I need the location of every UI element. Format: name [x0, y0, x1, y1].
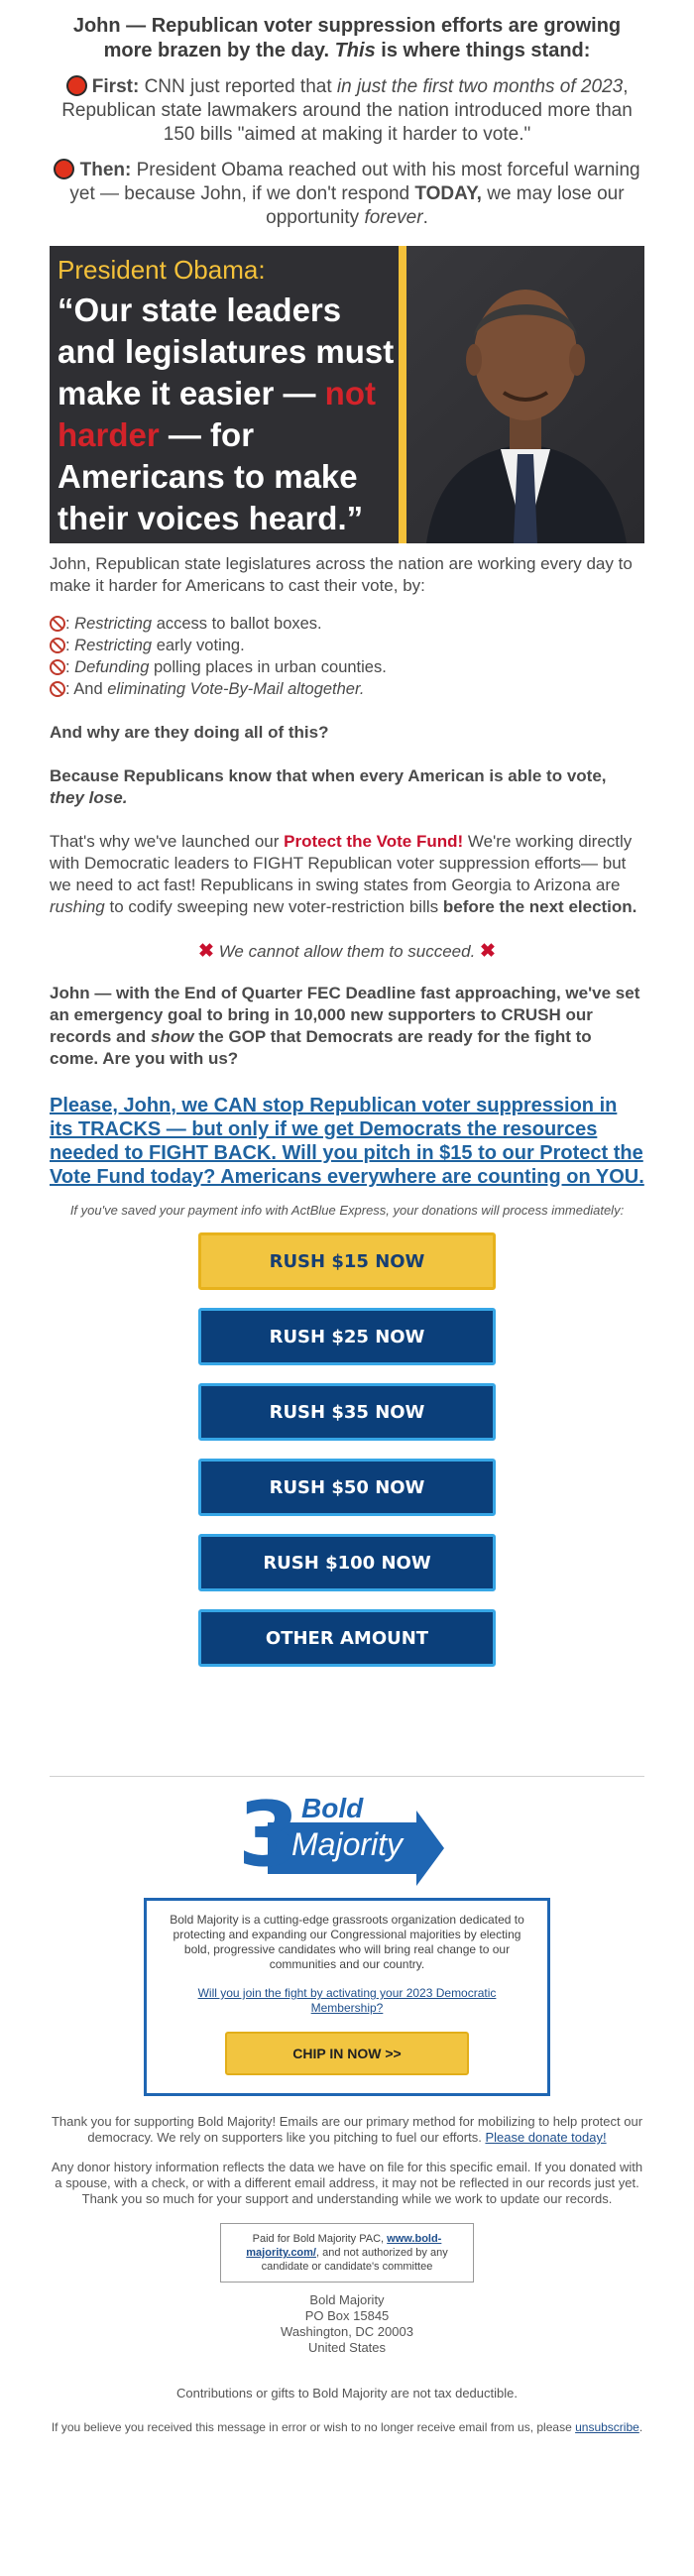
- banner-text: [50, 246, 399, 543]
- email-body: [50, 14, 644, 2435]
- goal-paragraph: John — with the End of Quarter FEC Deadline fast approaching, we've set an emergency goal to bring in 10,000 new supporters to CRUSH our records and show the GOP that Democrats are ready for the fight to come. Are you with us?: [50, 984, 640, 1068]
- red-circle-icon: [54, 159, 74, 179]
- prohibited-icon: [50, 638, 65, 653]
- portrait-illustration: [406, 246, 644, 543]
- unsubscribe-link[interactable]: unsubscribe: [575, 2420, 639, 2434]
- banner-divider: [399, 246, 406, 543]
- cross-mark-icon: ✖: [480, 941, 496, 962]
- other-amount-button[interactable]: OTHER AMOUNT: [198, 1609, 496, 1667]
- intro: [50, 14, 644, 230]
- org-description: Bold Majority is a cutting-edge grassroots organization dedicated to protecting and expanding our Congressional majorities by electing bold, progressive candidates who will bring real change to our communities and our country.: [170, 1913, 524, 1971]
- then-point: Then: President Obama reached out with his most forceful warning yet — because John, if we don't respond TODAY, we may lose our opportunity forever.: [50, 159, 644, 230]
- why-question: And why are they doing all of this?: [50, 723, 329, 742]
- rush-50-button[interactable]: RUSH $50 NOW: [198, 1459, 496, 1516]
- logo-word-bold: Bold: [301, 1793, 364, 1823]
- website-link[interactable]: www.bold-majority.com/: [246, 2233, 442, 2259]
- cross-mark-icon: ✖: [198, 941, 214, 962]
- prohibited-icon: [50, 681, 65, 697]
- unsubscribe-text: If you believe you received this message in error or wish to no longer receive email from us, please unsubscribe.: [51, 2420, 643, 2434]
- mailing-address: Bold Majority PO Box 15845 Washington, DC 20003 United States: [281, 2292, 413, 2355]
- obama-quote-banner: [50, 246, 644, 543]
- fund-paragraph: That's why we've launched our Protect the Vote Fund! We're working directly with Democratic leaders to FIGHT Republican voter suppression efforts— but we need to act fast! Republicans in swing states from Georgia to Arizona are rushing to codify sweeping new voter-restriction bills before the next election.: [50, 832, 637, 916]
- prohibited-icon: [50, 616, 65, 632]
- restriction-list: [50, 613, 644, 700]
- donation-ask: [50, 1094, 644, 1189]
- tax-note: Contributions or gifts to Bold Majority are not tax deductible.: [176, 2386, 518, 2400]
- membership-box: [144, 1898, 550, 2096]
- thanks-text: Thank you for supporting Bold Majority! Emails are our primary method for mobilizing to help protect our democracy. We rely on supporters like you pitching to fuel our efforts. Please donate today!: [51, 2114, 643, 2145]
- banner-quote: “Our state leaders and legislatures must make it easier — not harder — for Americans to make their voices heard.”: [58, 292, 395, 536]
- actblue-note: If you've saved your payment info with ActBlue Express, your donations will process immediately:: [69, 1203, 625, 1218]
- bold-majority-logo: [238, 1785, 456, 1894]
- list-item: : And eliminating Vote-By-Mail altogether.: [50, 678, 644, 700]
- headline: John — Republican voter suppression efforts are growing more brazen by the day. This is where things stand:: [72, 15, 622, 61]
- donor-history-text: Any donor history information reflects the data we have on file for this specific email. If you donated with a spouse, with a check, or with a different email address, it may not be reflected in our records just yet. Thank you so much for your support and understanding while we work to update our records.: [51, 2160, 643, 2206]
- rush-25-button[interactable]: RUSH $25 NOW: [198, 1308, 496, 1365]
- cannot-allow-line: ✖ We cannot allow them to succeed. ✖: [198, 941, 496, 962]
- membership-link[interactable]: Will you join the fight by activating your 2023 Democratic Membership?: [197, 1986, 497, 2015]
- membership-link-wrap: [167, 1986, 527, 2016]
- paid-for-box: Paid for Bold Majority PAC, www.bold-majority.com/, and not authorized by any candidate or candidate's committee: [220, 2223, 474, 2283]
- logo-word-majority: Majority: [291, 1826, 404, 1862]
- first-point: First: CNN just reported that in just the first two months of 2023, Republican state lawmakers around the nation introduced more than 150 bills "aimed at making it harder to vote.": [61, 76, 633, 145]
- donate-link[interactable]: Please donate today!: [485, 2130, 607, 2145]
- list-item: : Restricting early voting.: [50, 635, 644, 656]
- rush-100-button[interactable]: RUSH $100 NOW: [198, 1534, 496, 1591]
- rush-15-button[interactable]: RUSH $15 NOW: [198, 1232, 496, 1290]
- chip-in-button[interactable]: CHIP IN NOW >>: [225, 2032, 469, 2075]
- banner-label: President Obama:: [58, 255, 266, 285]
- because-paragraph: Because Republicans know that when every American is able to vote, they lose.: [50, 766, 607, 807]
- rush-35-button[interactable]: RUSH $35 NOW: [198, 1383, 496, 1441]
- intro-paragraph: John, Republican state legislatures across the nation are working every day to make it harder for Americans to cast their vote, by:: [50, 554, 633, 595]
- donation-ask-link[interactable]: Please, John, we CAN stop Republican voter suppression in its TRACKS — but only if we get Democrats the resources needed to FIGHT BACK. Will you pitch in $15 to our Protect the Vote Fund today? Americans everywhere are counting on YOU.: [50, 1095, 644, 1188]
- footer-divider: [50, 1776, 644, 1777]
- logo-numeral: 3: [238, 1783, 300, 1887]
- obama-photo: [406, 246, 644, 543]
- red-circle-icon: [66, 75, 87, 96]
- list-item: : Restricting access to ballot boxes.: [50, 613, 644, 635]
- donation-buttons: [50, 1232, 644, 1667]
- prohibited-icon: [50, 659, 65, 675]
- list-item: : Defunding polling places in urban counties.: [50, 656, 644, 678]
